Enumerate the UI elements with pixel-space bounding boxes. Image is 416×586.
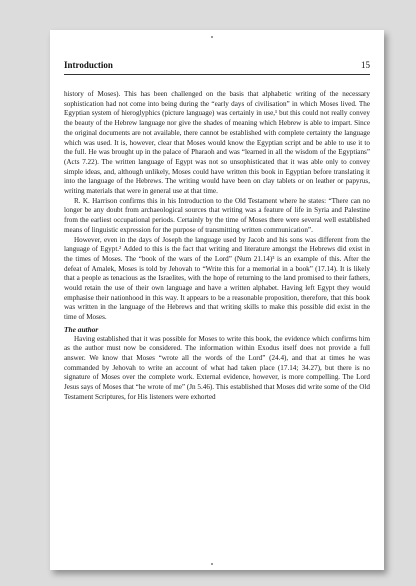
section-heading: The author — [64, 324, 99, 334]
page-number: 15 — [361, 60, 370, 70]
page-mark-bottom — [211, 563, 213, 565]
page-body — [64, 90, 370, 556]
page-mark-top — [211, 36, 213, 38]
paragraph: Having established that it was possible for Moses to write this book, the evidence which confirms him as the author must now be considered. The information within Exodus itself does not provide a full answer. We know that Moses “wrote all the words of the Lord” (24.4), and that at times he was commanded by Jehovah to write an account of what had taken place (17.14; 34.27), but there is no signature of Moses over the complete work. External evidence, however, is more compelling. The Lord Jesus says of Moses that “he wrote of me” (Jn 5.46). This established that Moses did write some of the Old Testament Scriptures, for His listeners were exhorted — [64, 334, 370, 401]
paragraph: However, even in the days of Joseph the language used by Jacob and his sons was different from the language of Egypt.² Added to this is the fact that writing and literature amongst the Hebrews did exist in the times of Moses. The “book of the wars of the Lord” (Num 21.14)³ is an example of this. After the defeat of Amalek, Moses is told by Jehovah to “Write this for a memorial in a book” (17.14). It is likely that a people as tenacious as the Israelites, with the hope of returning to the land promised to their fathers, would retain the use of their own language and have a written alphabet. Having left Egypt they would emphasise their nationhood in this way. It appears to be a reasonable proposition, therefore, that this book was written in the language of the Hebrews and that writing skills to make this possible did exist in the time of Moses. — [64, 235, 370, 322]
paragraph: R. K. Harrison confirms this in his Introduction to the Old Testament where he states: “There can no longer be any doubt from archaeological sources that writing was a feature of life in Syria and Palestine from the earliest occupational periods. Certainly by the time of Moses there were several well established means of linguistic expression for the purpose of transmitting written communication”. — [64, 196, 370, 234]
running-header — [64, 58, 370, 75]
chapter-title: Introduction — [64, 60, 113, 70]
book-page — [50, 30, 384, 570]
paragraph: history of Moses). This has been challenged on the basis that alphabetic writing of the necessary sophistication had not come into being during the “early days of civilisation” in which Moses lived. The Egyptian system of hieroglyphics (picture language) was certainly in use,¹ but this could not really convey the beauty of the Hebrew language nor give the shades of meaning which Hebrew is able to impart. Since the original documents are not available, there cannot be established with complete certainty the language which was used. It is, however, clear that Moses would know the Egyptian script and be able to use it to the full. He was brought up in the palace of Pharaoh and was “learned in all the wisdom of the Egyptians” (Acts 7.22). The written language of Egypt was not so unsophisticated that it was able only to convey simple ideas, and, although unlikely, Moses could have written this book in Egyptian before translating it into the language of the Hebrews. The writing would have been on clay tablets or on leather or papyrus, writing materials that were in general use at that time. — [64, 90, 370, 196]
